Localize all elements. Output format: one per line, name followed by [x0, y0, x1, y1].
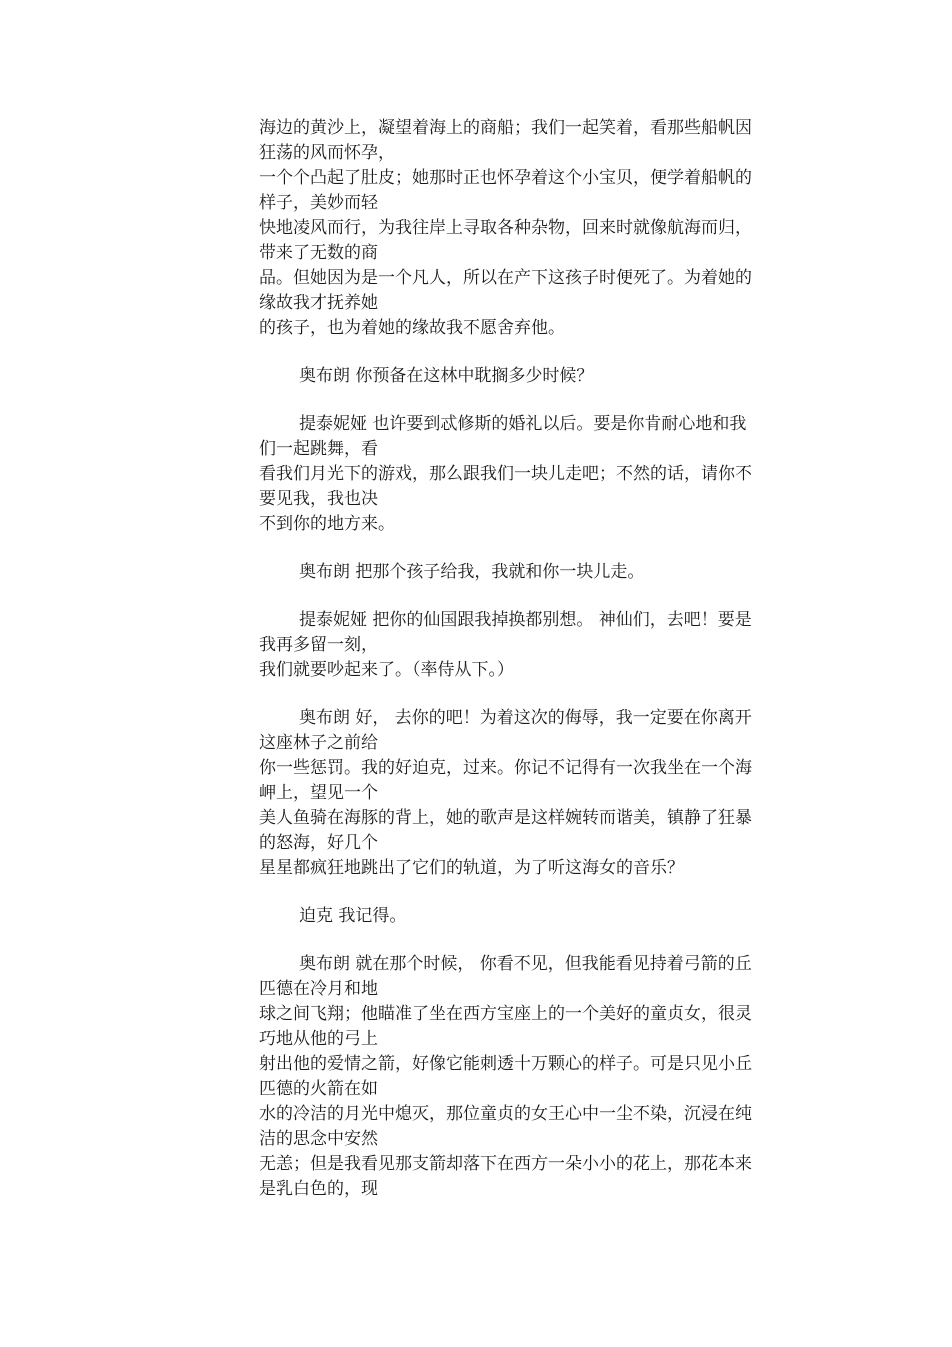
- paragraph: [259, 904, 819, 929]
- text-line: 球之间飞翔；他瞄准了坐在西方宝座上的一个美好的童贞女，很灵: [259, 1004, 752, 1024]
- text-line: 迫克 我记得。: [299, 906, 407, 926]
- text-line: 水的冷洁的月光中熄灭，那位童贞的女王心中一尘不染，沉浸在纯: [259, 1104, 752, 1124]
- text-line: 这座林子之前给: [259, 733, 378, 753]
- text-line: 你一些惩罚。我的好迫克，过来。你记不记得有一次我坐在一个海: [259, 758, 752, 778]
- paragraph: [259, 364, 819, 389]
- text-line: 带来了无数的商: [259, 243, 378, 263]
- paragraph: [259, 952, 819, 1202]
- text-line: 匹德的火箭在如: [259, 1079, 378, 1099]
- text-line: 射出他的爱情之箭，好像它能刺透十万颗心的样子。可是只见小丘: [259, 1054, 752, 1074]
- text-line: 奥布朗 把那个孩子给我，我就和你一块儿走。: [299, 562, 645, 582]
- text-line: 奥布朗 好， 去你的吧！为着这次的侮辱，我一定要在你离开: [299, 708, 752, 728]
- text-line: 的怒海，好几个: [259, 833, 378, 853]
- text-line: 一个个凸起了肚皮；她那时正也怀孕着这个小宝贝，便学着船帆的: [259, 168, 752, 188]
- text-line: 无恙；但是我看见那支箭却落下在西方一朵小小的花上，那花本来: [259, 1154, 752, 1174]
- text-line: 快地凌风而行，为我往岸上寻取各种杂物，回来时就像航海而归，: [259, 218, 752, 238]
- text-line: 不到你的地方来。: [259, 514, 395, 534]
- document-page: [259, 116, 819, 1225]
- text-line: 岬上，望见一个: [259, 783, 378, 803]
- text-line: 奥布朗 就在那个时候， 你看不见，但我能看见持着弓箭的丘: [299, 954, 752, 974]
- text-line: 洁的思念中安然: [259, 1129, 378, 1149]
- text-line: 要见我，我也决: [259, 489, 378, 509]
- text-line: 提泰妮娅 把你的仙国跟我掉换都别想。 神仙们，去吧！要是: [299, 610, 752, 630]
- text-line: 的孩子，也为着她的缘故我不愿舍弃他。: [259, 318, 565, 338]
- text-line: 看我们月光下的游戏，那么跟我们一块儿走吧；不然的话，请你不: [259, 464, 752, 484]
- paragraph: [259, 116, 819, 341]
- text-line: 我再多留一刻，: [259, 635, 378, 655]
- text-line: 奥布朗 你预备在这林中耽搁多少时候？: [299, 366, 594, 386]
- text-line: 是乳白色的，现: [259, 1179, 378, 1199]
- paragraph: [259, 706, 819, 881]
- text-line: 我们就要吵起来了。（率侍从下。）: [259, 660, 514, 680]
- paragraph: [259, 608, 819, 683]
- text-line: 提泰妮娅 也许要到忒修斯的婚礼以后。要是你肯耐心地和我: [299, 414, 747, 434]
- text-line: 星星都疯狂地跳出了它们的轨道，为了听这海女的音乐？: [259, 858, 684, 878]
- paragraph: [259, 412, 819, 537]
- text-line: 海边的黄沙上，凝望着海上的商船；我们一起笑着，看那些船帆因: [259, 118, 752, 138]
- text-line: 样子，美妙而轻: [259, 193, 378, 213]
- text-line: 美人鱼骑在海豚的背上，她的歌声是这样婉转而谐美，镇静了狂暴: [259, 808, 752, 828]
- text-line: 匹德在冷月和地: [259, 979, 378, 999]
- text-line: 巧地从他的弓上: [259, 1029, 378, 1049]
- text-line: 狂荡的风而怀孕，: [259, 143, 395, 163]
- text-line: 缘故我才抚养她: [259, 293, 378, 313]
- text-line: 品。但她因为是一个凡人，所以在产下这孩子时便死了。为着她的: [259, 268, 752, 288]
- text-line: 们一起跳舞，看: [259, 439, 378, 459]
- paragraph: [259, 560, 819, 585]
